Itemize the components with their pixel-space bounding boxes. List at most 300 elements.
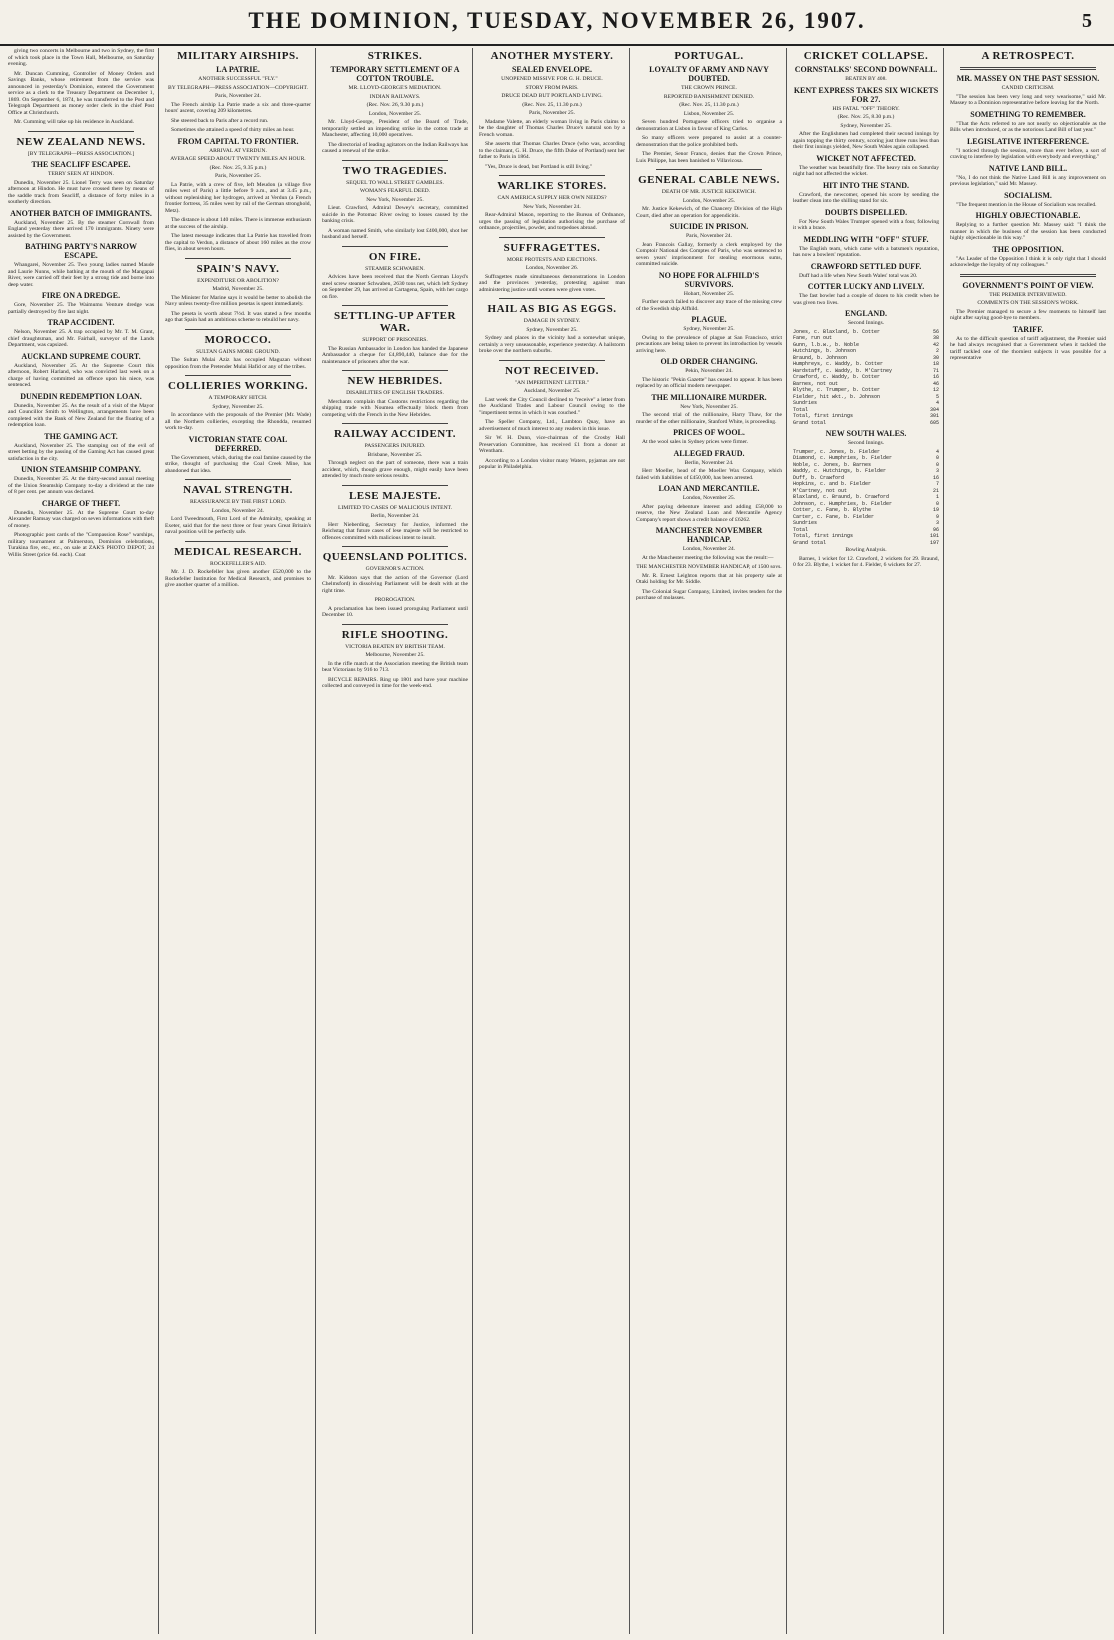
article-text: "The frequent mention in the House of Socialism was recalled. <box>956 201 1097 208</box>
subheading: DRUCE DEAD BUT PORTLAND LIVING. <box>501 93 603 99</box>
subheading: SUPPORT OF PRISONERS. <box>362 337 428 343</box>
batsman-entry: Crawford, c. Waddy, b. Cotter <box>793 374 881 380</box>
score-label: Grand total <box>793 419 827 426</box>
article-text: The fast bowler had a couple of dozen to his credit when he was given two lives. <box>793 293 939 306</box>
dateline: London, November 25. <box>682 197 736 204</box>
subheading: MR. MASSEY ON THE PAST SESSION. <box>956 74 1100 83</box>
dateline: New York, November 25. <box>366 196 424 203</box>
subheading: THE SEACLIFF ESCAPEE. <box>31 160 131 169</box>
subheading: "AN IMPERTINENT LETTER." <box>514 379 590 386</box>
score-label: Sundries <box>793 400 818 406</box>
dateline: Sydney, November 25. <box>840 122 892 129</box>
subheading: CAN AMERICA SUPPLY HER OWN NEEDS? <box>497 195 607 201</box>
section-heading: WARLIKE STORES. <box>497 180 607 192</box>
england-scorecard <box>793 329 939 401</box>
subheading: DAMAGE IN SYDNEY. <box>523 318 581 324</box>
runs-value: 0 <box>935 455 939 461</box>
section-heading: RAILWAY ACCIDENT. <box>334 428 456 440</box>
score-value: 3 <box>935 520 939 526</box>
section-heading: TWO TRAGEDIES. <box>343 164 447 177</box>
article-text: Dunedin, November 25. Lionel Terry was seen on Saturday afternoon at Hindon. He must have crossed there by means of the saddle track from Seacliff, a distance of forty miles in a southerly direction. <box>8 179 154 205</box>
dateline: London, November 26. <box>525 265 579 271</box>
article-text: In accordance with the proposals of the Premier (Mr. Wade) all the Northern collieries, excepting the Rhondda, resumed work to-day. <box>165 412 311 431</box>
article-text: Advices have been received that the North German Lloyd's steel screw steamer Schwaben, 2630 tons net, which left Sydney on September 29, has arrived at Cartagena, Spain, with her cargo on fire. <box>322 274 468 300</box>
article-text: Seven hundred Portuguese officers tried to organise a demonstration at Lisbon in favour of King Carlos. <box>636 119 782 132</box>
dateline: Paris, November 24. <box>215 93 261 99</box>
received-time: (Rec. Nov. 25, 8.30 p.m.) <box>837 114 895 120</box>
runs-value: 71 <box>932 367 939 374</box>
article-text: The distance is about 140 miles. There is immense enthusiasm at the success of the airship. <box>165 217 311 230</box>
subheading: CANDID CRITICISM. <box>1001 85 1055 91</box>
subheading: TERRY SEEN AT HINDON. <box>48 171 114 177</box>
divider <box>499 360 605 361</box>
article-text: At the wool sales in Sydney prices were firmer. <box>642 439 749 445</box>
article-text: "That the Acts referred to are not nearly so objectionable as the Bills when introduced, or as the notorious Land Bill of last year." <box>950 120 1106 133</box>
dateline: London, November 25. <box>368 110 422 117</box>
batsman-entry: Diamond, c. Humphries, b. Fielder <box>793 455 893 461</box>
batsman-entry: Fielder, hit wkt., b. Johnson <box>793 393 881 400</box>
received-time: (Rec. Nov. 25, 11.30 p.m.) <box>679 102 739 108</box>
column-rule <box>943 48 944 1634</box>
runs-value: 7 <box>935 481 939 487</box>
england-totals <box>793 400 939 426</box>
article-text: Sir W. H. Dunn, vice-chairman of the Crosby Hall Preservation Committee, has received £1 from a donor at Wrentham. <box>479 435 625 454</box>
subheading: LEGISLATIVE INTERFERENCE. <box>966 136 1090 146</box>
dateline: Sydney, November 25. <box>683 326 735 332</box>
article-text: According to a London visitor many Waters, pyjamas are not popular in Philadelphia. <box>479 457 625 470</box>
subheading: REPORTED BANISHMENT DENIED. <box>663 93 755 100</box>
article-text: Madame Valette, an elderly woman living in Paris claims to be the daughter of Thomas Charles Druce's natural son by a French woman. <box>479 118 625 138</box>
subheading: ALLEGED FRAUD. <box>673 448 745 458</box>
dateline: Paris, November 25. <box>215 173 261 179</box>
article-text: The Premier, Senor Franco, denies that the Crown Prince, Luis Philippe, has been banished to Villavicosa. <box>636 151 782 164</box>
article-text: The Government, which, during the coal famine caused by the strike, thought of purchasing the Coal Creek Mine, has abandoned that idea. <box>165 454 311 474</box>
subheading: LIMITED TO CASES OF MALICIOUS INTENT. <box>337 504 453 511</box>
score-value: 301 <box>929 413 939 419</box>
score-row <box>793 420 939 427</box>
subheading: LOAN AND MERCANTILE. <box>658 484 760 493</box>
dateline: London, November 24. <box>211 507 265 514</box>
subheading: MANCHESTER NOVEMBER HANDICAP. <box>655 526 763 544</box>
section-heading: PORTUGAL. <box>674 50 744 62</box>
article-text: A woman named Smith, who similarly lost £400,000, shot her husband and herself. <box>322 227 468 240</box>
section-heading: COLLIERIES WORKING. <box>167 380 309 392</box>
batsman-entry: Blythe, c. Trumper, b. Cotter <box>793 387 881 393</box>
column-rule <box>629 48 630 1634</box>
subheading: MEDDLING WITH "OFF" STUFF. <box>803 234 929 244</box>
subheading: ANOTHER SUCCESSFUL "FLY." <box>198 76 278 82</box>
divider <box>342 305 448 306</box>
dateline: Auckland, November 25. <box>523 388 581 394</box>
subheading: FROM CAPITAL TO FRONTIER. <box>177 136 299 146</box>
score-value: 4 <box>935 400 939 406</box>
subheading: WICKET NOT AFFECTED. <box>816 153 916 163</box>
article-text: Dunedin, November 25. At the Supreme Court to-day Alexander Ramsay was charged on seven informations with theft of money. <box>8 509 154 529</box>
article-text: Mr. Duncan Cumming, Controller of Money Orders and Savings Banks, whose retirement from the service was announced in yesterday's Dominion, entered the Government service as a clerk to the Treasury Department on December 1, 1869. On September 6, 1874, he was transferred to the Post and Telegraph Department as money order clerk in the chief Post Office at Christchurch. <box>8 70 154 116</box>
subheading: TRAP ACCIDENT. <box>47 318 115 327</box>
batsman-entry: Braund, b. Johnson <box>793 354 848 361</box>
section-heading: RIFLE SHOOTING. <box>341 628 449 641</box>
article-text: "The session has been very long and very wearisome," said Mr. Massey to a Dominion representative before leaving for the North. <box>950 93 1106 106</box>
dateline: Sydney, November 25. <box>212 403 264 410</box>
column-7 <box>950 48 1106 1634</box>
subheading: DOUBTS DISPELLED. <box>824 207 908 217</box>
subheading: THE PREMIER INTERVIEWED. <box>989 291 1067 298</box>
subheading: TARIFF. <box>1012 324 1044 334</box>
score-label: Total <box>793 526 809 533</box>
article-text: La Patrie, with a crew of five, left Meudon (a village five miles west of Paris) a little before 9 a.m., and at 3.45 p.m., without replenishing her hydrogen, arrived at Verdun (a French frontier fortress, 35 miles west by rail of the German stronghold, Metz). <box>165 181 311 214</box>
subheading: SEQUEL TO WALL STREET GAMBLES. <box>346 179 444 186</box>
runs-value: 12 <box>932 387 939 393</box>
article-text: Mr. Kidston says that the action of the Governor (Lord Chelmsford) in dissolving Parliament will be dealt with at the right time. <box>322 574 468 594</box>
subheading: NATIVE LAND BILL. <box>988 163 1068 173</box>
divider <box>342 160 448 161</box>
batsman-entry: Hopkins, c. and b. Fielder <box>793 481 872 487</box>
article-text: giving two concerts in Melbourne and two in Sydney, the first of which took place in the Town Hall, Melbourne, on Saturday evening. <box>8 48 154 67</box>
subheading: OLD ORDER CHANGING. <box>660 357 758 366</box>
subheading: FIRE ON A DREDGE. <box>41 291 121 300</box>
divider <box>499 175 605 176</box>
subheading: PLAGUE. <box>691 315 727 324</box>
runs-value: 3 <box>935 468 939 474</box>
article-text: Barnes, 1 wicket for 12. Crawford, 2 wickets for 29. Braund, 0 for 23. Blythe, 1 wicket for 4. Fielder, 6 wickets for 27. <box>793 555 939 568</box>
column-1 <box>8 48 154 1634</box>
section-heading: SUFFRAGETTES. <box>503 241 601 254</box>
article-text: Herr Nieberding, Secretary for Justice, informed the Reichstag that future cases of lese majeste will be restricted to offences committed with malicious intent to insult. <box>322 521 468 541</box>
subheading: BATHING PARTY'S NARROW ESCAPE. <box>25 242 137 260</box>
article-text: Mr. J. D. Rockefeller has given another £520,000 to the Rockefeller Institution for Medical Research, and promises to give another quarter of a million. <box>165 569 311 588</box>
section-heading: MOROCCO. <box>204 333 272 346</box>
article-text: Crawford, the newcomer, opened his score by sending the leather clean into the shilling stand for six. <box>793 191 939 204</box>
subheading: SUICIDE IN PRISON. <box>669 222 749 231</box>
batsman-entry: Waddy, c. Hutchings, b. Fielder <box>793 468 887 474</box>
runs-value: 1 <box>935 494 939 500</box>
article-text: Suffragettes made simultaneous demonstrations in London and the provinces yesterday, protesting against man administering justice until women were given votes. <box>479 273 625 293</box>
byline: [BY TELEGRAPH—PRESS ASSOCIATION.] <box>27 150 135 157</box>
subheading: INDIAN RAILWAYS. <box>369 93 421 100</box>
article-text: For New South Wales Trumper opened with a four, following it with a brace. <box>793 218 939 231</box>
batsman-entry: M'Cartney, not out <box>793 487 848 494</box>
article-text: The English team, which came with a batsmen's reputation, has now a bowlers' reputation. <box>793 245 939 258</box>
divider <box>185 541 291 542</box>
dateline: Madrid, November 25. <box>212 286 264 292</box>
subheading: AUCKLAND SUPREME COURT. <box>21 351 141 361</box>
dateline: New York, November 25. <box>680 403 738 410</box>
article-text: Replying to a further question Mr. Massey said: "I think the manner in which the business of the session has been conducted highly objectionable in this way." <box>950 222 1106 241</box>
divider <box>28 131 134 132</box>
scorecard-subtitle: Second Innings. <box>847 440 885 446</box>
received-time: (Rec. Nov. 25, 11.30 p.m.) <box>522 101 582 108</box>
batsman-entry: Noble, c. Jones, b. Barnes <box>793 461 872 468</box>
subheading: THE MANCHESTER NOVEMBER HANDICAP, of 1500 sovs. <box>636 564 782 570</box>
subheading: SOCIALISM. <box>1004 190 1052 200</box>
section-heading: STRIKES. <box>367 50 423 62</box>
subheading: VICTORIA BEATEN BY BRITISH TEAM. <box>345 643 445 650</box>
section-heading: MEDICAL RESEARCH. <box>174 545 302 558</box>
runs-value: 0 <box>935 461 939 468</box>
batsman-entry: Trumper, c. Jones, b. Fielder <box>793 448 881 455</box>
article-text: The historic "Pekin Gazette" has ceased to appear. It has been replaced by an official modern newspaper. <box>636 376 782 389</box>
runs-value: 46 <box>932 380 939 387</box>
article-text: Mr. Cumming will take up his residence in Auckland. <box>14 119 134 125</box>
batsman-entry: Duff, b. Crawford <box>793 474 845 481</box>
article-text: The weather was beautifully fine. The heavy rain on Saturday night had not affected the wicket. <box>793 164 939 177</box>
subheading: THE OPPOSITION. <box>992 244 1064 254</box>
section-heading: ANOTHER MYSTERY. <box>490 50 614 62</box>
section-heading: CRICKET COLLAPSE. <box>803 50 929 62</box>
article-text: "Yes, Druce is dead, but Portland is still living." <box>485 163 593 170</box>
subheading: DUNEDIN REDEMPTION LOAN. <box>20 391 142 401</box>
received-time: (Rec. Nov. 26, 9.30 p.m.) <box>366 102 424 108</box>
subheading: COTTER LUCKY AND LIVELY. <box>807 282 925 291</box>
divider <box>185 479 291 480</box>
subheading: BEATEN BY 408. <box>845 76 887 82</box>
article-text: Herr Moeller, head of the Moeller Wax Company, which failed with liabilities of £450,000, has been arrested. <box>636 468 782 481</box>
runs-value: 19 <box>932 507 939 513</box>
article-text: Auckland, November 25. At the Supreme Court this afternoon, Robert Harland, who was convicted last week on a charge of having committed an offence upon his niece, was sentenced. <box>8 362 154 388</box>
subheading: SULTAN GAINS MORE GROUND. <box>196 348 280 355</box>
article-text: Whangarei, November 25. Two young ladies named Maude and Laurie Nunns, while bathing at the mouth of the Mangapai River, were carried off their feet by a strong tide and borne into deep water. <box>8 262 154 288</box>
column-rule <box>786 48 787 1634</box>
nsw-scorecard <box>793 449 939 521</box>
article-text: Dunedin, November 25. As the result of a visit of the Mayor and Councillor Smith to Wellington, arrangements have been completed with the Bank of New Zealand for the floating of a redemption loan. <box>8 402 154 428</box>
columns <box>6 48 1108 1634</box>
subheading: A TEMPORARY HITCH. <box>208 395 268 401</box>
subheading: STORY FROM PARIS. <box>525 84 579 91</box>
subheading: HIT INTO THE STAND. <box>822 180 910 190</box>
article-text: "As Leader of the Opposition I think it is only right that I should acknowledge the loyalty of my colleagues." <box>950 255 1106 268</box>
column-3 <box>322 48 468 1634</box>
article-text: Lieut. Crawford, Admiral Dewey's secretary, committed suicide in the Potomac River owing to losses caused by the banking crisis. <box>322 205 468 224</box>
subheading: ROCKEFELLER'S AID. <box>209 560 267 567</box>
advertisement: Photographic post cards of the "Compassion Rose" warships, military tournament at Palmerston, Dominion celebrations, Turakina fire, etc., etc., on sale at ZAK'S PHOTO DEPOT, 24 Willis Street (price 6d. each). Coat <box>8 532 154 558</box>
page-number: 5 <box>1082 10 1092 32</box>
article-text: The Russian Ambassador in London has handed the Japanese Ambassador a cheque for £4,890,440, balance due for the maintenance of prisoners after the war. <box>322 345 468 365</box>
subheading: GOVERNMENT'S POINT OF VIEW. <box>962 280 1094 290</box>
runs-value: 18 <box>932 361 939 367</box>
article-text: After paying debenture interest and adding £58,000 to reserve, the New Zealand Loan and Mercantile Agency Company's report shows a credit balance of £6262. <box>636 503 782 523</box>
column-rule <box>158 48 159 1634</box>
subheading: HIGHLY OBJECTIONABLE. <box>975 211 1081 220</box>
dateline: Melbourne, November 25. <box>365 652 425 658</box>
article-text: The directorial of leading agitators on the Indian Railways has caused a renewal of the strike. <box>322 141 468 154</box>
article-text: Mr. Justice Kekewich, of the Chancery Division of the High Court, died after an operation for appendicitis. <box>636 206 782 219</box>
article-text: A proclamation has been issued proroguing Parliament until December 10. <box>322 605 468 618</box>
scorecard-title: NEW SOUTH WALES. <box>825 429 907 438</box>
subheading: THE GAMING ACT. <box>44 431 118 441</box>
section-heading: NEW HEBRIDES. <box>347 375 443 387</box>
batsman-entry: Blaxland, c. Braund, b. Crawford <box>793 494 890 500</box>
runs-value: 5 <box>935 393 939 400</box>
divider <box>185 375 291 376</box>
runs-value: 9 <box>935 513 939 520</box>
subheading: TEMPORARY SETTLEMENT OF A COTTON TROUBLE. <box>330 65 460 83</box>
runs-value: 38 <box>932 335 939 341</box>
article-text: Duff had a life when New South Wales' total was 20. <box>799 272 918 279</box>
article-text: The latest message indicates that La Patrie has travelled from the capital to Verdun, a distance of about 160 miles as the crow flies, in about seven hours. <box>165 233 311 252</box>
article-text: Sydney and places in the vicinity had a somewhat unique, certainly a very unseasonable, experience yesterday. A hailstorm broke over the northern suburbs. <box>479 335 625 354</box>
score-label: Total, first innings <box>793 533 854 539</box>
article-text: Lord Tweedmouth, First Lord of the Admiralty, speaking at Exeter, said that for the next three or four years Great Britain's naval position will be perfectly safe. <box>165 516 311 535</box>
score-value: 101 <box>929 533 939 539</box>
runs-value: 16 <box>932 474 939 481</box>
subheading: LA PATRIE. <box>216 65 260 74</box>
column-6 <box>793 48 939 1634</box>
subheading: LOYALTY OF ARMY AND NAVY DOUBTED. <box>649 65 769 83</box>
score-value: 197 <box>929 539 939 546</box>
article-text: The Minister for Marine says it would be better to abolish the Navy unless twenty-five million pesetas is spent immediately. <box>165 294 311 307</box>
divider <box>342 246 448 247</box>
batsman-entry: Cotter, c. Fane, b. Blythe <box>793 507 872 513</box>
scorecard-title: ENGLAND. <box>844 309 887 318</box>
column-4 <box>479 48 625 1634</box>
article-text: Auckland, November 25. The stamping out of the evil of street betting by the passing of the Gaming Act has caused great satisfaction in the city. <box>8 442 154 462</box>
divider <box>342 485 448 486</box>
dateline: Hobart, November 25. <box>683 290 735 297</box>
article-text: Merchants complain that Customs restrictions regarding the shipping trade with Noumea effectually block them from competing with the French in the New Hebrides. <box>322 398 468 418</box>
section-heading: QUEENSLAND POLITICS. <box>322 551 468 563</box>
divider <box>342 546 448 547</box>
dateline: Berlin, November 24. <box>684 459 734 466</box>
article-text: Nelson, November 25. A trap occupied by Mr. T. M. Grant, chief draughtsman, and Mr. Fairhall, surveyor of the Lands Department, was capsized. <box>8 329 154 348</box>
batsman-entry: Johnson, c. Humphries, b. Fielder <box>793 500 893 507</box>
batsman-entry: Hutchings, b. Johnson <box>793 348 857 354</box>
article-text: Mr. Lloyd-George, President of the Board of Trade, temporarily settled an impending strike in the cotton trade at Manchester, affecting 10,000 operatives. <box>322 119 468 138</box>
section-heading: HAIL AS BIG AS EGGS. <box>487 303 617 315</box>
subheading: WOMAN'S FEARFUL DEED. <box>359 188 431 194</box>
article-text: "I noticed through the session, more than ever before, a sort of craving to interfere by legislation with everybody and everything." <box>950 147 1106 160</box>
runs-value: 21 <box>932 487 939 494</box>
subheading: UNION STEAMSHIP COMPANY. <box>21 465 141 474</box>
dateline: Paris, November 24. <box>686 233 732 239</box>
byline: BY TELEGRAPH—PRESS ASSOCIATION—COPYRIGHT. <box>168 84 308 91</box>
advertisement: BICYCLE REPAIRS. Ring up 1801 and have your machine collected and conveyed in time for the week-end. <box>322 676 468 689</box>
batsman-entry: Hardstaff, c. Waddy, b. M'Cartney <box>793 367 893 374</box>
section-heading: GENERAL CABLE NEWS. <box>638 174 780 186</box>
batsman-entry: Barnes, not out <box>793 380 839 387</box>
dateline: London, November 25. <box>682 495 736 501</box>
scorecard-subtitle: Second Innings. <box>847 320 885 326</box>
section-heading: NAVAL STRENGTH. <box>183 484 293 496</box>
dateline: Paris, November 25. <box>529 110 575 116</box>
dateline: Sydney, November 25. <box>526 326 578 333</box>
article-text: Last week the City Council declined to "receive" a letter from the Auckland Trades and Labour Council owing to the "impertinent terms in which it was couched." <box>479 396 625 416</box>
subheading: SEALED ENVELOPE. <box>511 65 593 74</box>
batsman-entry: Carter, c. Fane, b. Fielder <box>793 513 875 520</box>
score-label: Total <box>793 406 809 413</box>
subheading: STEAMER SCHWABEN. <box>365 265 425 272</box>
batsman-entry: Jones, c. Blaxland, b. Cotter <box>793 328 881 335</box>
section-heading: NEW ZEALAND NEWS. <box>16 135 146 148</box>
section-heading: LESE MAJESTE. <box>348 489 442 502</box>
runs-value: 2 <box>935 348 939 354</box>
masthead-title: THE DOMINION, TUESDAY, NOVEMBER 26, 1907. <box>248 8 866 33</box>
score-label: Sundries <box>793 520 818 526</box>
runs-value: 16 <box>932 374 939 380</box>
article-text: At the Manchester meeting the following was the result:— <box>642 554 774 561</box>
nsw-totals <box>793 520 939 546</box>
subheading: DISABILITIES OF ENGLISH TRADERS. <box>346 390 444 396</box>
subheading: AVERAGE SPEED ABOUT TWENTY MILES AN HOUR. <box>170 156 306 162</box>
article-text: She asserts that Thomas Charles Druce (who was, according to the claimant, G. H. Druce, the fifth Duke of Portland) sent her father to Paris in 1864. <box>479 141 625 160</box>
article-text: The Premier managed to secure a few moments to himself last night after saying good-bye to members. <box>950 308 1106 321</box>
batsman-entry: Fane, run out <box>793 335 833 341</box>
section-heading: ON FIRE. <box>368 250 422 263</box>
column-rule <box>315 48 316 1634</box>
divider <box>960 274 1096 277</box>
section-heading: SPAIN'S NAVY. <box>196 262 280 275</box>
column-2 <box>165 48 311 1634</box>
subheading: THE CROWN PRINCE. <box>681 85 737 91</box>
divider <box>185 258 291 259</box>
subheading: GOVERNOR'S ACTION. <box>365 566 425 572</box>
article-text: As to the difficult question of tariff adjustment, the Premier said he had always recognised that a Government when it tackled the tariff tackled one of the thorniest subjects it was possible for a representative <box>950 335 1106 361</box>
article-text: Jean Francois Gallay, formerly a clerk employed by the Comptoir National des Comptes of Paris, who was sentenced to seven years' imprisonment for stealing enormous sums, committed suicide. <box>636 241 782 267</box>
dateline: Pekin, November 24. <box>685 368 733 374</box>
score-value: 605 <box>929 419 939 426</box>
column-5 <box>636 48 782 1634</box>
article-text: "No, I do not think the Native Land Bill is any improvement on previous legislation," said Mr. Massey. <box>950 174 1106 187</box>
article-text: Owing to the prevalence of plague at San Francisco, strict precautions are being taken to prevent its introduction by vessels arriving here. <box>636 334 782 354</box>
article-text: After the Englishmen had completed their second innings by again topping the thirty century, scoring just three runs less than their first innings yielded, New South Wales again collapsed. <box>793 131 939 150</box>
article-text: Gore, November 25. The Waimumu Venture dredge was partially destroyed by fire last night. <box>8 302 154 315</box>
score-label: Grand total <box>793 539 827 546</box>
divider <box>499 237 605 238</box>
subheading: REASSURANCE BY THE FIRST LORD. <box>189 499 287 505</box>
dateline: Brisbane, November 25. <box>367 451 423 458</box>
article-text: The pesetа is worth about 7½d. It was stated a few months ago that Spain had an ambitious scheme to rebuild her navy. <box>165 310 311 323</box>
article-text: Dunedin, November 25. At the thirty-second annual meeting of the Union Steamship Company to-day a dividend at the rate of 8 per cent. per annum was declared. <box>8 476 154 495</box>
runs-value: 42 <box>932 341 939 348</box>
column-rule <box>472 48 473 1634</box>
section-heading: NOT RECEIVED. <box>505 364 599 377</box>
batsman-entry: Gunn, l.b.w., b. Noble <box>793 341 860 348</box>
subheading: COMMENTS ON THE SESSION'S WORK. <box>977 300 1079 306</box>
section-heading: SETTLING-UP AFTER WAR. <box>334 310 456 334</box>
masthead <box>0 0 1114 46</box>
article-text: Mr. R. Ernest Leighton reports that at his property sale at Otaki holding for Mr. Siddle. <box>636 572 782 585</box>
subheading: MORE PROTESTS AND EJECTIONS. <box>506 256 598 263</box>
score-value: 96 <box>932 526 939 533</box>
batsman-entry: Humphreys, c. Waddy, b. Cotter <box>793 361 884 367</box>
subheading: Bowling Analysis. <box>845 547 887 553</box>
subheading: PRICES OF WOOL. <box>673 428 745 437</box>
article-text: Sometimes she attained a speed of thirty miles an hour. <box>171 127 295 133</box>
article-text: The Colonial Sugar Company, Limited, invites tenders for the purchase of molasses. <box>636 588 782 601</box>
article-text: The Speller Company, Ltd., Lambton Quay, have an advertisement of much interest to any readers in this issue. <box>479 419 625 432</box>
article-text: In the rifle match at the Association meeting the British team beat Victorians by 916 to 713. <box>322 660 468 673</box>
subheading: ANOTHER BATCH OF IMMIGRANTS. <box>10 208 152 218</box>
dateline: Lisbon, November 25. <box>683 110 735 117</box>
subheading: PROROGATION. <box>374 597 416 603</box>
subheading: NO HOPE FOR ALFHILD'S SURVIVORS. <box>658 270 760 289</box>
section-heading: MILITARY AIRSHIPS. <box>177 50 299 62</box>
divider <box>342 423 448 424</box>
subheading: HIS FATAL "OFF" THEORY. <box>832 105 900 112</box>
runs-value: 4 <box>935 448 939 455</box>
received-time: (Rec. Nov. 25, 9.35 p.m.) <box>209 164 267 171</box>
subheading: EXPENDITURE OR ABOLITION? <box>197 277 279 284</box>
subheading: THE MILLIONAIRE MURDER. <box>651 392 767 402</box>
subheading: CHARGE OF THEFT. <box>41 498 121 508</box>
score-label: Total, first innings <box>793 413 854 419</box>
subheading: ARRIVAL AT VERDUN. <box>209 147 267 154</box>
article-text: So many officers were prepared to assist at a counter-demonstration that the police prohibited both. <box>636 135 782 148</box>
article-text: She steered back to Paris after a record run. <box>171 117 269 124</box>
subheading: KENT EXPRESS TAKES SIX WICKETS FOR 27. <box>793 85 939 104</box>
divider <box>342 370 448 371</box>
article-text: The second trial of the millionaire, Harry Thaw, for the murder of the other millionaire, Stanford White, is proceeding. <box>636 412 782 425</box>
